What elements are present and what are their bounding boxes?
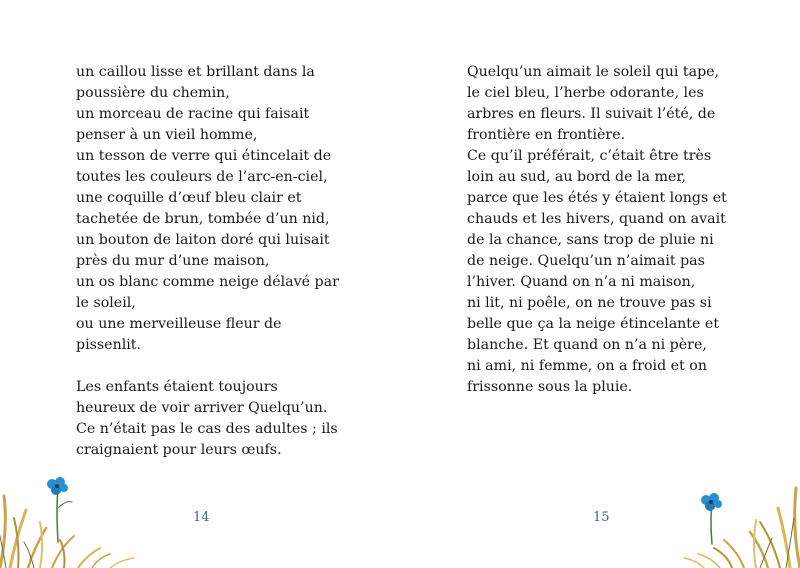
blue-flower-icon xyxy=(47,477,68,495)
left-text-line: un morceau de racine qui faisait xyxy=(76,106,310,122)
page-number-right: 15 xyxy=(593,510,610,525)
left-text-line: ou une merveilleuse fleur de xyxy=(76,316,282,332)
left-text-line xyxy=(76,356,339,377)
right-text-line: l’hiver. Quand on n’a ni maison, xyxy=(467,274,696,290)
left-text-line: près du mur d’une maison, xyxy=(76,253,270,269)
left-text-line: toutes les couleurs de l’arc-en-ciel, xyxy=(76,169,328,185)
left-text-line: craignaient pour leurs œufs. xyxy=(76,442,282,458)
right-text-line: Ce qu’il préférait, c’était être très xyxy=(467,148,712,164)
right-text-line: loin au sud, au bord de la mer, xyxy=(467,169,687,185)
blue-flower-icon xyxy=(701,493,722,511)
right-text-line: le ciel bleu, l’herbe odorante, les xyxy=(467,85,704,101)
right-page xyxy=(400,0,800,568)
right-text-line: de la chance, sans trop de pluie ni xyxy=(467,232,714,248)
left-text-line: une coquille d’œuf bleu clair et xyxy=(76,190,302,206)
left-page-text xyxy=(76,62,339,461)
left-text-line: heureux de voir arriver Quelqu’un. xyxy=(76,400,328,416)
right-text-line: frontière en frontière. xyxy=(467,127,626,143)
right-text-line: arbres en fleurs. Il suivait l’été, de xyxy=(467,106,716,122)
right-text-line: parce que les étés y étaient longs et xyxy=(467,190,727,206)
right-text-line: belle que ça la neige étincelante et xyxy=(467,316,720,332)
left-text-line: poussière du chemin, xyxy=(76,85,230,101)
left-text-line: pissenlit. xyxy=(76,337,142,353)
left-text-line: penser à un vieil homme, xyxy=(76,127,258,143)
left-text-line: le soleil, xyxy=(76,295,136,311)
left-text-line: tachetée de brun, tombée d’un nid, xyxy=(76,211,330,227)
right-text-line: de neige. Quelqu’un n’aimait pas xyxy=(467,253,705,269)
left-text-line: Les enfants étaient toujours xyxy=(76,379,278,395)
grass-illustration-right xyxy=(600,448,800,568)
left-text-line: un tesson de verre qui étincelait de xyxy=(76,148,332,164)
right-text-line: frissonne sous la pluie. xyxy=(467,379,633,395)
right-text-line: blanche. Et quand on n’a ni père, xyxy=(467,337,707,353)
right-text-line: chauds et les hivers, quand on avait xyxy=(467,211,726,227)
left-text-line: Ce n’était pas le cas des adultes ; ils xyxy=(76,421,338,437)
right-text-line: Quelqu’un aimait le soleil qui tape, xyxy=(467,64,720,80)
page-number-left: 14 xyxy=(193,510,210,525)
left-text-line: un caillou lisse et brillant dans la xyxy=(76,64,315,80)
right-page-text xyxy=(467,62,727,398)
left-text-line: un os blanc comme neige délavé par xyxy=(76,274,339,290)
left-text-line: un bouton de laiton doré qui luisait xyxy=(76,232,330,248)
right-text-line: ni ami, ni femme, on a froid et on xyxy=(467,358,707,374)
right-text-line: ni lit, ni poêle, on ne trouve pas si xyxy=(467,295,712,311)
grass-illustration-left xyxy=(0,448,260,568)
